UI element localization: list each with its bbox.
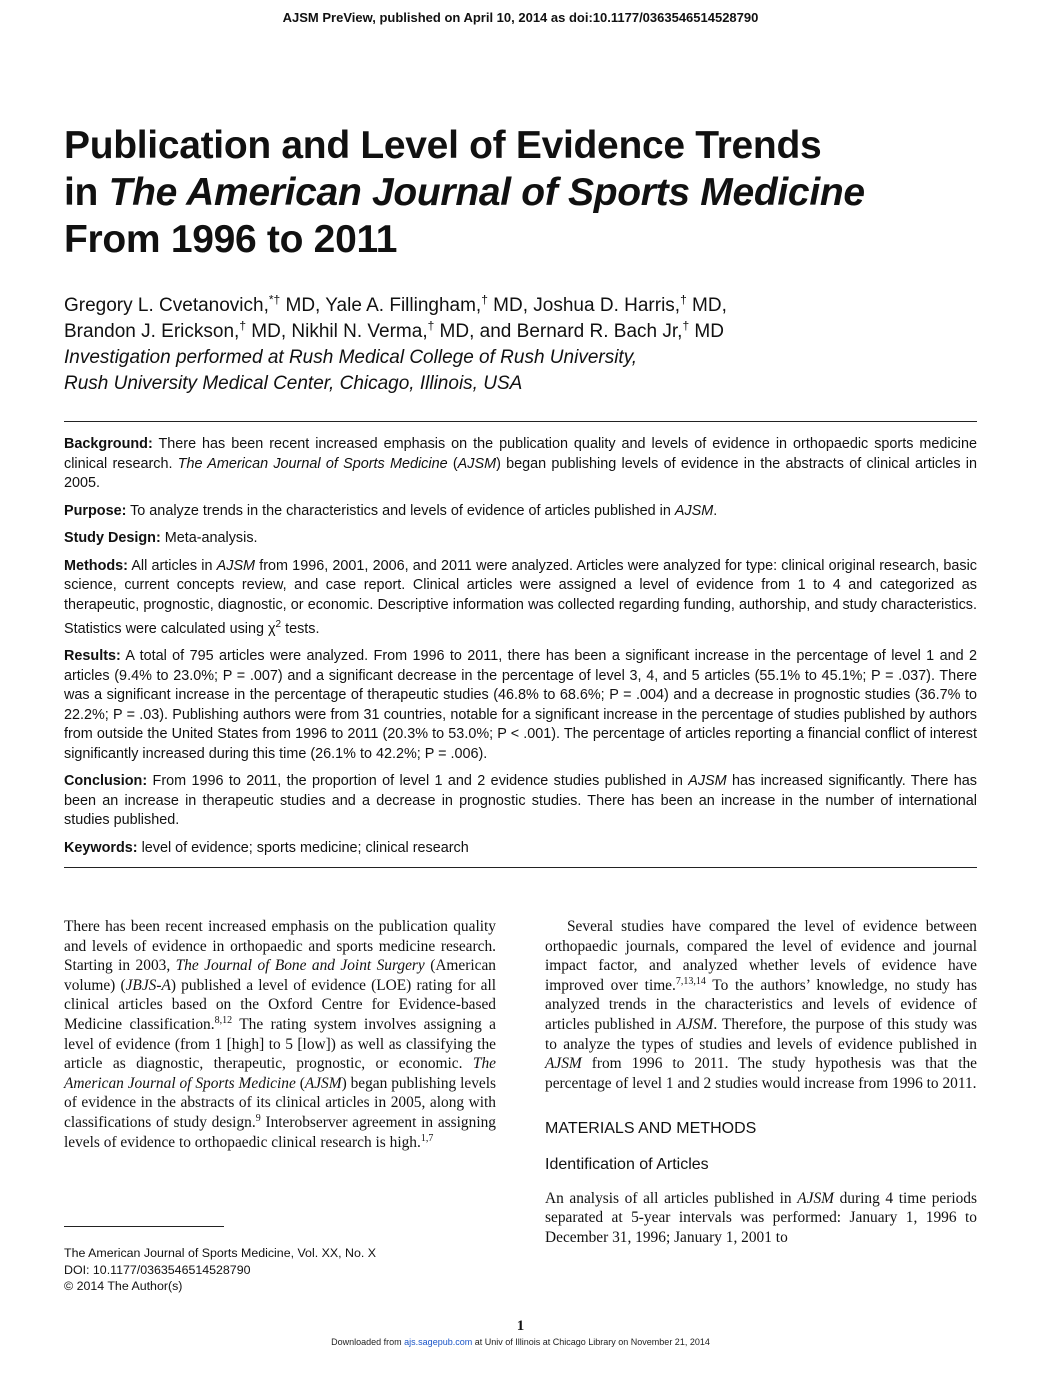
author-mark: *† [268, 292, 281, 307]
results-label: Results: [64, 648, 121, 665]
page-number: 1 [516, 1318, 525, 1334]
section-heading: MATERIALS AND METHODS [545, 1120, 757, 1138]
abstract-study-design [64, 529, 977, 549]
author-line-1 [64, 293, 964, 319]
abstract-background [64, 435, 977, 494]
body-text: The rating system involves assigning a level of evidence (from 1 [high] to 5 [low]) as well as classifying the article as diagnostic, therapeutic, prognostic, or economic. [64, 1015, 497, 1073]
body-text: ) began publishing levels of evidence in the abstracts of its clinical articles in 2005, along with classifications of study design. [64, 1074, 496, 1131]
body-text: during 4 time periods separated at 5-year intervals was performed: January 1, 1996 to December 31, 1996; January 1, 2001 to [545, 1189, 977, 1246]
title-line-3: From 1996 to 2011 [64, 218, 398, 261]
body-column-right [545, 917, 977, 1247]
background-text: ( [447, 455, 458, 472]
download-prefix: Downloaded from [331, 1337, 405, 1347]
citation-ref[interactable]: 1,7 [420, 1132, 434, 1144]
author-name: Brandon J. Erickson, [64, 321, 240, 342]
background-text: ) began publishing levels of evidence in the abstracts of clinical articles in 2005. [64, 455, 978, 491]
title-line-2-prefix: in [64, 171, 109, 214]
journal-abbrev: AJSM [676, 1015, 714, 1033]
title-journal-name: The American Journal of Sports Medicine [108, 171, 865, 214]
author-suffix: MD, [487, 295, 534, 316]
affiliation-line-1: Investigation performed at Rush Medical College of Rush University, [64, 347, 638, 368]
abstract-bottom-rule [64, 867, 977, 868]
background-label: Background: [64, 436, 153, 452]
author-name: Joshua D. Harris, [533, 295, 681, 316]
journal-name: The American Journal of Sports Medicine [64, 1055, 496, 1092]
background-text: There has been recent increased emphasis on the publication quality and levels of evidence in orthopaedic sports medicine clinical research. [64, 436, 977, 472]
results-text: A total of 795 articles were analyzed. From 1996 to 2011, there has been a significant increase in the percentage of level 1 and 2 articles (9.4% to 23.0%; P = .007) and a significant decrease in the percentage of level 3, 4, and 5 articles (55.1% to 45.1%; P = .037). There was a significant increase in the percentage of therapeutic studies (46.8% to 68.6%; P = .004) and a decrease in prognostic studies (36.7% to 22.2%; P = .03). Publishing authors were from 31 countries, notable for a significant increase in the percentage of studies published by authors from outside the United States from 1996 to 2011 (20.3% to 53.0%; P < .001). The percentage of articles reporting a financial conflict of interest significantly increased during this time (26.1% to 42.2%; P = .006). [64, 648, 977, 762]
design-text: Meta-analysis. [160, 530, 258, 546]
author-suffix: MD [689, 321, 724, 342]
author-mark: † [239, 318, 246, 333]
background-journal: The American Journal of Sports Medicine [177, 455, 448, 472]
methods-text: tests. [281, 620, 320, 637]
conclusion-abbrev: AJSM [688, 773, 727, 790]
author-suffix: MD, [246, 321, 292, 342]
background-abbrev: AJSM [457, 455, 497, 472]
citation-ref[interactable]: 7,13,14 [675, 975, 706, 987]
journal-abbrev: AJSM [797, 1189, 834, 1207]
methods-label: Methods: [64, 557, 128, 574]
body-text: Several studies have compared the level of evidence between orthopaedic journals, compared the level of evidence and journal impact factor, and analyzed whether levels of evidence have improved over time. [545, 918, 977, 994]
abstract-conclusion [64, 772, 977, 831]
body-text: (American volume) ( [64, 957, 496, 994]
keywords-text: level of evidence; sports medicine; clinical research [137, 839, 469, 856]
download-notice [0, 1337, 1041, 1347]
author-suffix: MD, and [434, 321, 517, 342]
footnote-doi: DOI: 10.1177/0363546514528790 [64, 1262, 251, 1277]
purpose-label: Purpose: [64, 502, 127, 519]
abstract-keywords [64, 839, 977, 859]
citation-ref[interactable]: 9 [255, 1112, 261, 1124]
download-link[interactable]: ajs.sagepub.com [404, 1337, 473, 1347]
body-text: Interobserver agreement in assigning levels of evidence to orthopaedic clinical research is high. [64, 1113, 496, 1151]
purpose-text: . [713, 502, 718, 519]
author-mark: † [682, 318, 690, 333]
conclusion-text: From 1996 to 2011, the proportion of level 1 and 2 evidence studies published in [147, 773, 689, 790]
author-name: Yale A. Fillingham, [325, 295, 482, 316]
journal-abbrev: JBJS-A [125, 976, 171, 994]
title-line-2 [64, 169, 1004, 216]
title-line-1: Publication and Level of Evidence Trends [64, 124, 822, 167]
author-suffix: MD, [280, 295, 326, 316]
intro-paragraph [64, 917, 496, 1152]
download-suffix: at Univ of Illinois at Chicago Library on November 21, 2014 [472, 1337, 710, 1347]
footnote [64, 1245, 484, 1295]
footnote-rule [64, 1226, 224, 1227]
author-mark: † [427, 318, 435, 333]
affiliation-line-2: Rush University Medical Center, Chicago, Illinois, USA [64, 373, 523, 394]
intro-paragraph-2 [545, 917, 977, 1093]
body-text: from 1996 to 2011. The study hypothesis was that the percentage of level 1 and 2 studies would increase from 1996 to 2011. [545, 1055, 977, 1092]
body-text: There has been recent increased emphasis on the publication quality and levels of evidence in orthopaedic and sports medicine research. Starting in 2003, [64, 918, 496, 975]
design-label: Study Design: [64, 530, 161, 546]
abstract-methods [64, 557, 977, 640]
author-line-2 [64, 319, 964, 345]
body-text: ( [295, 1074, 305, 1092]
author-name: Nikhil N. Verma, [291, 321, 428, 342]
author-block [64, 293, 964, 397]
footnote-journal: The American Journal of Sports Medicine, Vol. XX, No. X [64, 1246, 376, 1260]
body-column-left [64, 917, 496, 1152]
conclusion-label: Conclusion: [64, 773, 148, 790]
body-text: . Therefore, the purpose of this study was to analyze the types of studies and levels of evidence published in [545, 1015, 977, 1053]
body-text: ) published a level of evidence (LOE) rating for all clinical articles based on the Oxford Centre for Evidence-based Medicine classification. [64, 976, 497, 1033]
purpose-text: To analyze trends in the characteristics and levels of evidence of articles published in [126, 502, 675, 519]
article-title [64, 122, 1004, 263]
author-mark: † [481, 292, 488, 307]
body-text: To the authors’ knowledge, no study has analyzed trends in the characteristics and levels of evidence of articles published in [545, 976, 978, 1033]
preview-header: AJSM PreView, published on April 10, 2014 as doi:10.1177/0363546514528790 [282, 10, 759, 25]
author-name: Gregory L. Cvetanovich, [64, 295, 269, 316]
journal-abbrev: AJSM [304, 1074, 342, 1092]
journal-name: The Journal of Bone and Joint Surgery [175, 957, 425, 975]
abstract-results [64, 647, 977, 764]
abstract [64, 435, 977, 866]
abstract-purpose [64, 502, 977, 522]
methods-text: All articles in [127, 557, 217, 574]
subsection-heading: Identification of Articles [545, 1155, 709, 1173]
author-mark: † [680, 292, 687, 307]
author-name: Bernard R. Bach Jr, [516, 321, 683, 342]
purpose-abbrev: AJSM [674, 502, 714, 519]
body-text: An analysis of all articles published in [545, 1189, 798, 1207]
methods-abbrev: AJSM [216, 557, 256, 574]
methods-superscript: 2 [275, 619, 282, 630]
methods-text: from 1996, 2001, 2006, and 2011 were analyzed. Articles were analyzed for type: clinical original research, basic science, current concepts review, and case report. Clinical articles were assigned a level of evidence from 1 to 4 and categorized as therapeutic, prognostic, diagnostic, or economic. Descriptive information was collected regarding funding, authorship, and study characteristics. Statistics were calculated using χ [64, 557, 977, 637]
citation-ref[interactable]: 8,12 [214, 1014, 233, 1026]
keywords-label: Keywords: [64, 839, 138, 856]
methods-paragraph [545, 1189, 977, 1248]
author-suffix: MD, [686, 295, 727, 316]
abstract-top-rule [64, 421, 977, 422]
footnote-copyright: © 2014 The Author(s) [64, 1279, 183, 1293]
journal-abbrev: AJSM [545, 1055, 582, 1073]
conclusion-text: has increased significantly. There has been an increase in therapeutic studies and a decrease in prognostic studies. There has been an increase in the number of international studies published. [64, 773, 977, 829]
